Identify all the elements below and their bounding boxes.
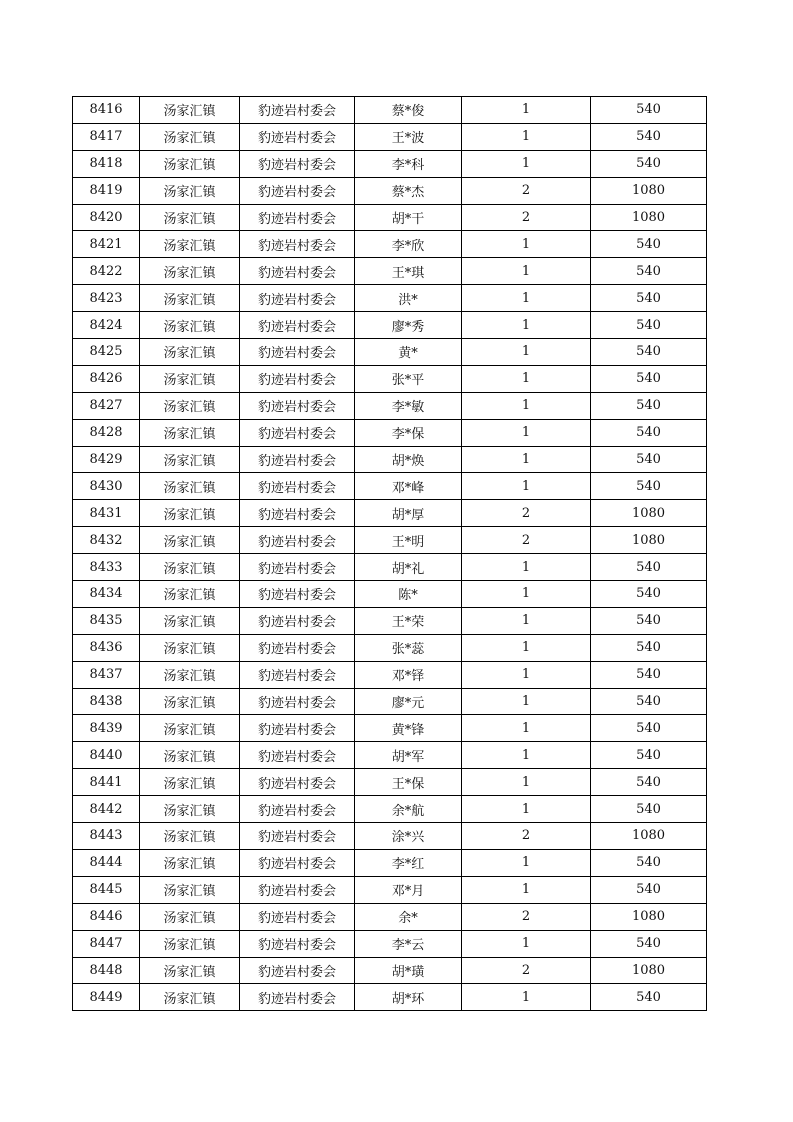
- count-cell: 1: [462, 258, 591, 285]
- town-cell: 汤家汇镇: [140, 984, 240, 1011]
- serial-number-cell: 8446: [73, 903, 140, 930]
- amount-cell: 540: [591, 607, 707, 634]
- village-committee-cell: 豹迹岩村委会: [240, 688, 355, 715]
- village-committee-cell: 豹迹岩村委会: [240, 715, 355, 742]
- count-cell: 1: [462, 554, 591, 581]
- town-cell: 汤家汇镇: [140, 419, 240, 446]
- town-cell: 汤家汇镇: [140, 823, 240, 850]
- serial-number-cell: 8442: [73, 796, 140, 823]
- table-row: [73, 849, 707, 876]
- village-committee-cell: 豹迹岩村委会: [240, 581, 355, 608]
- count-cell: 1: [462, 581, 591, 608]
- count-cell: 1: [462, 473, 591, 500]
- serial-number-cell: 8441: [73, 769, 140, 796]
- count-cell: 1: [462, 285, 591, 312]
- amount-cell: 540: [591, 796, 707, 823]
- amount-cell: 540: [591, 339, 707, 366]
- table-row: [73, 796, 707, 823]
- name-cell: 张*平: [355, 365, 462, 392]
- amount-cell: 540: [591, 285, 707, 312]
- serial-number-cell: 8421: [73, 231, 140, 258]
- amount-cell: 540: [591, 554, 707, 581]
- count-cell: 1: [462, 769, 591, 796]
- town-cell: 汤家汇镇: [140, 339, 240, 366]
- amount-cell: 540: [591, 581, 707, 608]
- village-committee-cell: 豹迹岩村委会: [240, 204, 355, 231]
- name-cell: 廖*秀: [355, 312, 462, 339]
- amount-cell: 540: [591, 769, 707, 796]
- town-cell: 汤家汇镇: [140, 150, 240, 177]
- count-cell: 1: [462, 688, 591, 715]
- village-committee-cell: 豹迹岩村委会: [240, 823, 355, 850]
- table-row: [73, 204, 707, 231]
- town-cell: 汤家汇镇: [140, 581, 240, 608]
- count-cell: 1: [462, 984, 591, 1011]
- town-cell: 汤家汇镇: [140, 715, 240, 742]
- count-cell: 1: [462, 365, 591, 392]
- serial-number-cell: 8444: [73, 849, 140, 876]
- name-cell: 李*欣: [355, 231, 462, 258]
- amount-cell: 1080: [591, 957, 707, 984]
- count-cell: 1: [462, 661, 591, 688]
- village-committee-cell: 豹迹岩村委会: [240, 796, 355, 823]
- table-row: [73, 473, 707, 500]
- name-cell: 邓*峰: [355, 473, 462, 500]
- serial-number-cell: 8423: [73, 285, 140, 312]
- name-cell: 胡*环: [355, 984, 462, 1011]
- table-row: [73, 688, 707, 715]
- amount-cell: 540: [591, 930, 707, 957]
- town-cell: 汤家汇镇: [140, 554, 240, 581]
- village-committee-cell: 豹迹岩村委会: [240, 258, 355, 285]
- name-cell: 陈*: [355, 581, 462, 608]
- count-cell: 2: [462, 204, 591, 231]
- count-cell: 2: [462, 177, 591, 204]
- table-row: [73, 285, 707, 312]
- name-cell: 胡*干: [355, 204, 462, 231]
- serial-number-cell: 8416: [73, 97, 140, 124]
- name-cell: 张*蕊: [355, 634, 462, 661]
- amount-cell: 540: [591, 446, 707, 473]
- village-committee-cell: 豹迹岩村委会: [240, 231, 355, 258]
- serial-number-cell: 8429: [73, 446, 140, 473]
- serial-number-cell: 8424: [73, 312, 140, 339]
- name-cell: 洪*: [355, 285, 462, 312]
- town-cell: 汤家汇镇: [140, 500, 240, 527]
- serial-number-cell: 8422: [73, 258, 140, 285]
- count-cell: 1: [462, 419, 591, 446]
- village-committee-cell: 豹迹岩村委会: [240, 312, 355, 339]
- table-row: [73, 957, 707, 984]
- village-committee-cell: 豹迹岩村委会: [240, 903, 355, 930]
- table-row: [73, 984, 707, 1011]
- table-container: [72, 96, 707, 1011]
- name-cell: 胡*厚: [355, 500, 462, 527]
- amount-cell: 1080: [591, 204, 707, 231]
- table-row: [73, 661, 707, 688]
- name-cell: 余*航: [355, 796, 462, 823]
- amount-cell: 540: [591, 258, 707, 285]
- table-row: [73, 312, 707, 339]
- table-row: [73, 123, 707, 150]
- name-cell: 邓*铎: [355, 661, 462, 688]
- table-row: [73, 554, 707, 581]
- serial-number-cell: 8438: [73, 688, 140, 715]
- count-cell: 1: [462, 150, 591, 177]
- serial-number-cell: 8425: [73, 339, 140, 366]
- serial-number-cell: 8440: [73, 742, 140, 769]
- village-committee-cell: 豹迹岩村委会: [240, 285, 355, 312]
- count-cell: 1: [462, 930, 591, 957]
- serial-number-cell: 8417: [73, 123, 140, 150]
- name-cell: 王*荣: [355, 607, 462, 634]
- village-committee-cell: 豹迹岩村委会: [240, 419, 355, 446]
- town-cell: 汤家汇镇: [140, 231, 240, 258]
- count-cell: 1: [462, 715, 591, 742]
- serial-number-cell: 8448: [73, 957, 140, 984]
- table-row: [73, 823, 707, 850]
- serial-number-cell: 8449: [73, 984, 140, 1011]
- village-committee-cell: 豹迹岩村委会: [240, 365, 355, 392]
- serial-number-cell: 8435: [73, 607, 140, 634]
- table-row: [73, 742, 707, 769]
- count-cell: 1: [462, 123, 591, 150]
- name-cell: 李*敏: [355, 392, 462, 419]
- town-cell: 汤家汇镇: [140, 527, 240, 554]
- serial-number-cell: 8430: [73, 473, 140, 500]
- village-committee-cell: 豹迹岩村委会: [240, 984, 355, 1011]
- name-cell: 邓*月: [355, 876, 462, 903]
- serial-number-cell: 8427: [73, 392, 140, 419]
- count-cell: 1: [462, 849, 591, 876]
- table-row: [73, 446, 707, 473]
- name-cell: 王*波: [355, 123, 462, 150]
- town-cell: 汤家汇镇: [140, 930, 240, 957]
- village-committee-cell: 豹迹岩村委会: [240, 150, 355, 177]
- name-cell: 王*明: [355, 527, 462, 554]
- amount-cell: 540: [591, 984, 707, 1011]
- serial-number-cell: 8432: [73, 527, 140, 554]
- count-cell: 1: [462, 446, 591, 473]
- village-committee-cell: 豹迹岩村委会: [240, 742, 355, 769]
- town-cell: 汤家汇镇: [140, 446, 240, 473]
- table-body: [73, 97, 707, 1011]
- amount-cell: 540: [591, 312, 707, 339]
- town-cell: 汤家汇镇: [140, 365, 240, 392]
- table-row: [73, 500, 707, 527]
- table-row: [73, 177, 707, 204]
- serial-number-cell: 8445: [73, 876, 140, 903]
- town-cell: 汤家汇镇: [140, 123, 240, 150]
- village-committee-cell: 豹迹岩村委会: [240, 849, 355, 876]
- town-cell: 汤家汇镇: [140, 607, 240, 634]
- amount-cell: 540: [591, 661, 707, 688]
- amount-cell: 540: [591, 150, 707, 177]
- count-cell: 2: [462, 903, 591, 930]
- town-cell: 汤家汇镇: [140, 742, 240, 769]
- amount-cell: 1080: [591, 903, 707, 930]
- serial-number-cell: 8426: [73, 365, 140, 392]
- subsidy-table: [72, 96, 707, 1011]
- count-cell: 2: [462, 957, 591, 984]
- serial-number-cell: 8433: [73, 554, 140, 581]
- village-committee-cell: 豹迹岩村委会: [240, 607, 355, 634]
- amount-cell: 540: [591, 688, 707, 715]
- count-cell: 1: [462, 231, 591, 258]
- count-cell: 2: [462, 527, 591, 554]
- village-committee-cell: 豹迹岩村委会: [240, 661, 355, 688]
- table-row: [73, 715, 707, 742]
- count-cell: 1: [462, 339, 591, 366]
- count-cell: 2: [462, 823, 591, 850]
- village-committee-cell: 豹迹岩村委会: [240, 177, 355, 204]
- village-committee-cell: 豹迹岩村委会: [240, 339, 355, 366]
- count-cell: 1: [462, 392, 591, 419]
- serial-number-cell: 8428: [73, 419, 140, 446]
- count-cell: 1: [462, 742, 591, 769]
- amount-cell: 1080: [591, 177, 707, 204]
- village-committee-cell: 豹迹岩村委会: [240, 473, 355, 500]
- table-row: [73, 231, 707, 258]
- amount-cell: 540: [591, 419, 707, 446]
- table-row: [73, 876, 707, 903]
- town-cell: 汤家汇镇: [140, 258, 240, 285]
- serial-number-cell: 8443: [73, 823, 140, 850]
- town-cell: 汤家汇镇: [140, 957, 240, 984]
- table-row: [73, 150, 707, 177]
- serial-number-cell: 8431: [73, 500, 140, 527]
- table-row: [73, 634, 707, 661]
- name-cell: 胡*焕: [355, 446, 462, 473]
- table-row: [73, 339, 707, 366]
- name-cell: 廖*元: [355, 688, 462, 715]
- amount-cell: 540: [591, 742, 707, 769]
- serial-number-cell: 8439: [73, 715, 140, 742]
- count-cell: 2: [462, 500, 591, 527]
- name-cell: 李*云: [355, 930, 462, 957]
- amount-cell: 540: [591, 231, 707, 258]
- amount-cell: 540: [591, 876, 707, 903]
- name-cell: 胡*璜: [355, 957, 462, 984]
- serial-number-cell: 8436: [73, 634, 140, 661]
- amount-cell: 1080: [591, 823, 707, 850]
- count-cell: 1: [462, 607, 591, 634]
- town-cell: 汤家汇镇: [140, 285, 240, 312]
- town-cell: 汤家汇镇: [140, 473, 240, 500]
- village-committee-cell: 豹迹岩村委会: [240, 634, 355, 661]
- name-cell: 余*: [355, 903, 462, 930]
- serial-number-cell: 8447: [73, 930, 140, 957]
- village-committee-cell: 豹迹岩村委会: [240, 930, 355, 957]
- name-cell: 胡*军: [355, 742, 462, 769]
- village-committee-cell: 豹迹岩村委会: [240, 123, 355, 150]
- serial-number-cell: 8419: [73, 177, 140, 204]
- name-cell: 黄*锋: [355, 715, 462, 742]
- serial-number-cell: 8437: [73, 661, 140, 688]
- village-committee-cell: 豹迹岩村委会: [240, 769, 355, 796]
- amount-cell: 540: [591, 97, 707, 124]
- table-row: [73, 258, 707, 285]
- table-row: [73, 365, 707, 392]
- town-cell: 汤家汇镇: [140, 903, 240, 930]
- town-cell: 汤家汇镇: [140, 661, 240, 688]
- town-cell: 汤家汇镇: [140, 312, 240, 339]
- table-row: [73, 97, 707, 124]
- serial-number-cell: 8418: [73, 150, 140, 177]
- name-cell: 蔡*俊: [355, 97, 462, 124]
- village-committee-cell: 豹迹岩村委会: [240, 97, 355, 124]
- amount-cell: 540: [591, 849, 707, 876]
- name-cell: 王*琪: [355, 258, 462, 285]
- village-committee-cell: 豹迹岩村委会: [240, 392, 355, 419]
- town-cell: 汤家汇镇: [140, 634, 240, 661]
- town-cell: 汤家汇镇: [140, 796, 240, 823]
- table-row: [73, 419, 707, 446]
- town-cell: 汤家汇镇: [140, 688, 240, 715]
- amount-cell: 540: [591, 634, 707, 661]
- village-committee-cell: 豹迹岩村委会: [240, 446, 355, 473]
- serial-number-cell: 8420: [73, 204, 140, 231]
- count-cell: 1: [462, 312, 591, 339]
- serial-number-cell: 8434: [73, 581, 140, 608]
- village-committee-cell: 豹迹岩村委会: [240, 957, 355, 984]
- count-cell: 1: [462, 796, 591, 823]
- table-row: [73, 930, 707, 957]
- name-cell: 胡*礼: [355, 554, 462, 581]
- name-cell: 李*红: [355, 849, 462, 876]
- name-cell: 李*保: [355, 419, 462, 446]
- table-row: [73, 903, 707, 930]
- count-cell: 1: [462, 97, 591, 124]
- amount-cell: 1080: [591, 527, 707, 554]
- town-cell: 汤家汇镇: [140, 177, 240, 204]
- amount-cell: 1080: [591, 500, 707, 527]
- village-committee-cell: 豹迹岩村委会: [240, 554, 355, 581]
- amount-cell: 540: [591, 392, 707, 419]
- table-row: [73, 392, 707, 419]
- amount-cell: 540: [591, 365, 707, 392]
- name-cell: 蔡*杰: [355, 177, 462, 204]
- town-cell: 汤家汇镇: [140, 204, 240, 231]
- town-cell: 汤家汇镇: [140, 876, 240, 903]
- town-cell: 汤家汇镇: [140, 392, 240, 419]
- amount-cell: 540: [591, 715, 707, 742]
- amount-cell: 540: [591, 473, 707, 500]
- table-row: [73, 607, 707, 634]
- name-cell: 黄*: [355, 339, 462, 366]
- table-row: [73, 581, 707, 608]
- count-cell: 1: [462, 876, 591, 903]
- table-row: [73, 769, 707, 796]
- count-cell: 1: [462, 634, 591, 661]
- amount-cell: 540: [591, 123, 707, 150]
- village-committee-cell: 豹迹岩村委会: [240, 527, 355, 554]
- name-cell: 王*保: [355, 769, 462, 796]
- village-committee-cell: 豹迹岩村委会: [240, 500, 355, 527]
- name-cell: 涂*兴: [355, 823, 462, 850]
- village-committee-cell: 豹迹岩村委会: [240, 876, 355, 903]
- town-cell: 汤家汇镇: [140, 849, 240, 876]
- town-cell: 汤家汇镇: [140, 769, 240, 796]
- table-row: [73, 527, 707, 554]
- name-cell: 李*科: [355, 150, 462, 177]
- town-cell: 汤家汇镇: [140, 97, 240, 124]
